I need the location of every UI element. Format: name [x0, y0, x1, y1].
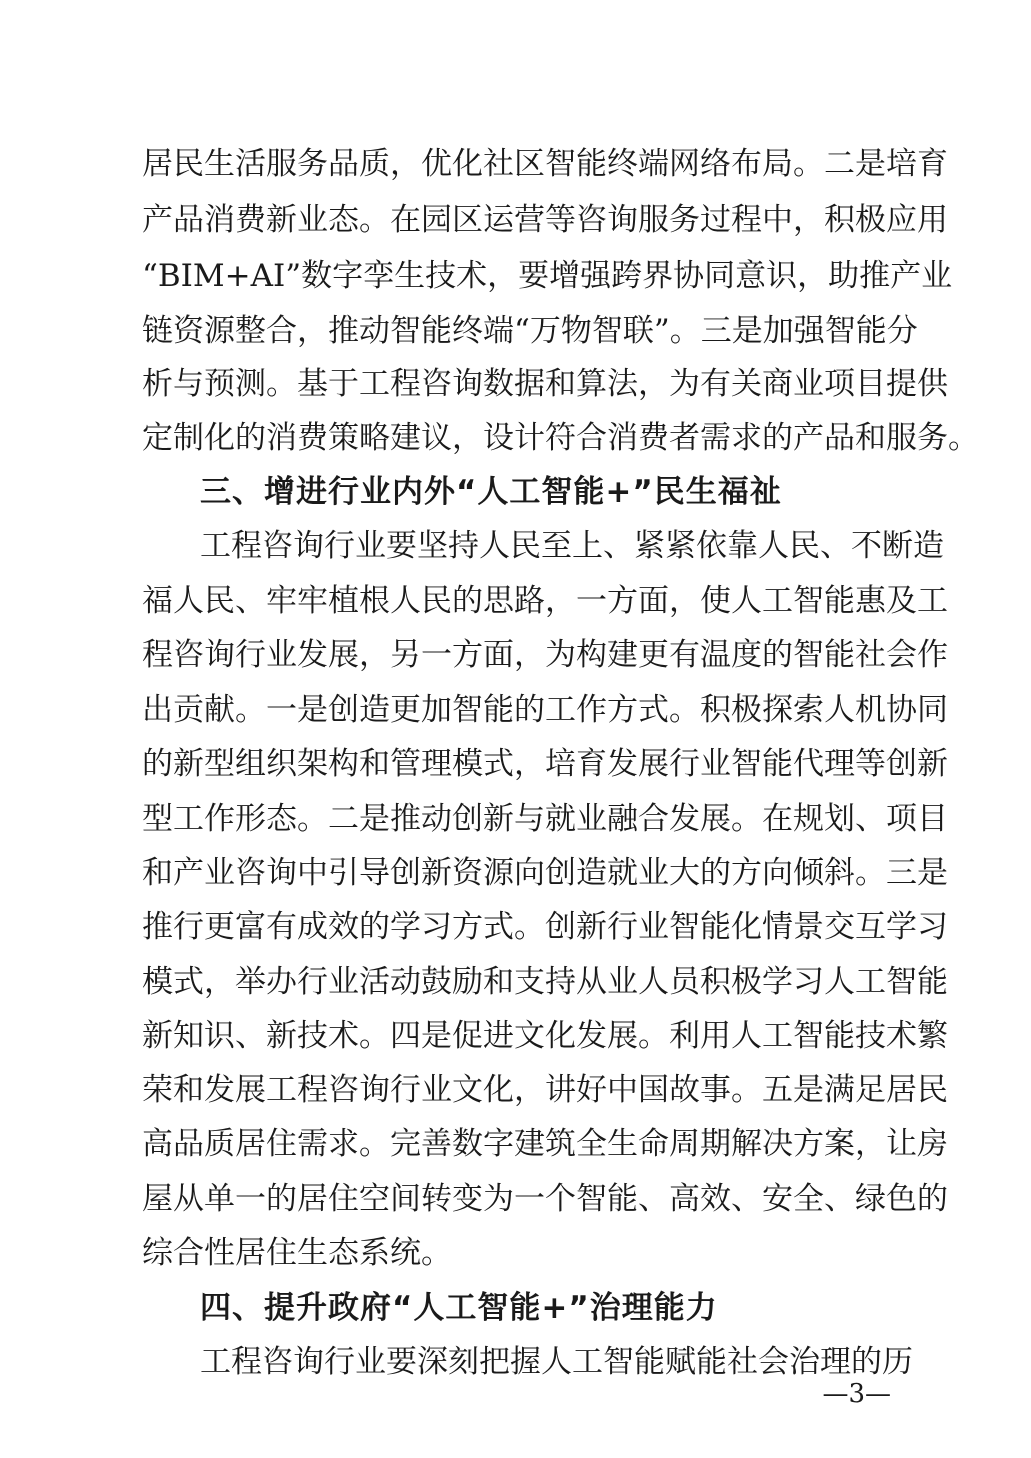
body-line: 屋从单一的居住空间转变为一个智能、高效、安全、绿色的	[142, 1181, 948, 1217]
section-heading-4: 四、提升政府“人工智能+”治理能力	[200, 1290, 718, 1326]
body-line: 工程咨询行业要坚持人民至上、紧紧依靠人民、不断造	[200, 528, 944, 564]
body-line: 型工作形态。二是推动创新与就业融合发展。在规划、项目	[142, 801, 948, 837]
body-line: 出贡献。一是创造更加智能的工作方式。积极探索人机协同	[142, 692, 948, 728]
body-line: 析与预测。基于工程咨询数据和算法，为有关商业项目提供	[142, 366, 948, 402]
body-line: 新知识、新技术。四是促进文化发展。利用人工智能技术繁	[142, 1018, 948, 1054]
page-number: —3—	[822, 1379, 891, 1409]
section-heading-3: 三、增进行业内外“人工智能+”民生福祉	[200, 474, 782, 510]
body-line: 的新型组织架构和管理模式，培育发展行业智能代理等创新	[142, 746, 948, 782]
body-line: “BIM+AI”数字孪生技术，要增强跨界协同意识，助推产业	[142, 258, 953, 294]
body-line: 定制化的消费策略建议，设计符合消费者需求的产品和服务。	[142, 420, 979, 456]
body-line: 产品消费新业态。在园区运营等咨询服务过程中，积极应用	[142, 202, 948, 238]
body-line: 程咨询行业发展，另一方面，为构建更有温度的智能社会作	[142, 637, 948, 673]
body-line: 高品质居住需求。完善数字建筑全生命周期解决方案，让房	[142, 1126, 948, 1162]
body-line: 荣和发展工程咨询行业文化，讲好中国故事。五是满足居民	[142, 1072, 948, 1108]
body-line: 推行更富有成效的学习方式。创新行业智能化情景交互学习	[142, 909, 948, 945]
body-line: 模式，举办行业活动鼓励和支持从业人员积极学习人工智能	[142, 964, 948, 1000]
body-line: 工程咨询行业要深刻把握人工智能赋能社会治理的历	[200, 1344, 913, 1380]
body-line: 居民生活服务品质，优化社区智能终端网络布局。二是培育	[142, 146, 948, 182]
body-line: 综合性居住生态系统。	[142, 1235, 452, 1271]
body-line: 链资源整合，推动智能终端“万物智联”。三是加强智能分	[142, 313, 918, 349]
body-line: 福人民、牢牢植根人民的思路，一方面，使人工智能惠及工	[142, 583, 948, 619]
body-line: 和产业咨询中引导创新资源向创造就业大的方向倾斜。三是	[142, 855, 948, 891]
